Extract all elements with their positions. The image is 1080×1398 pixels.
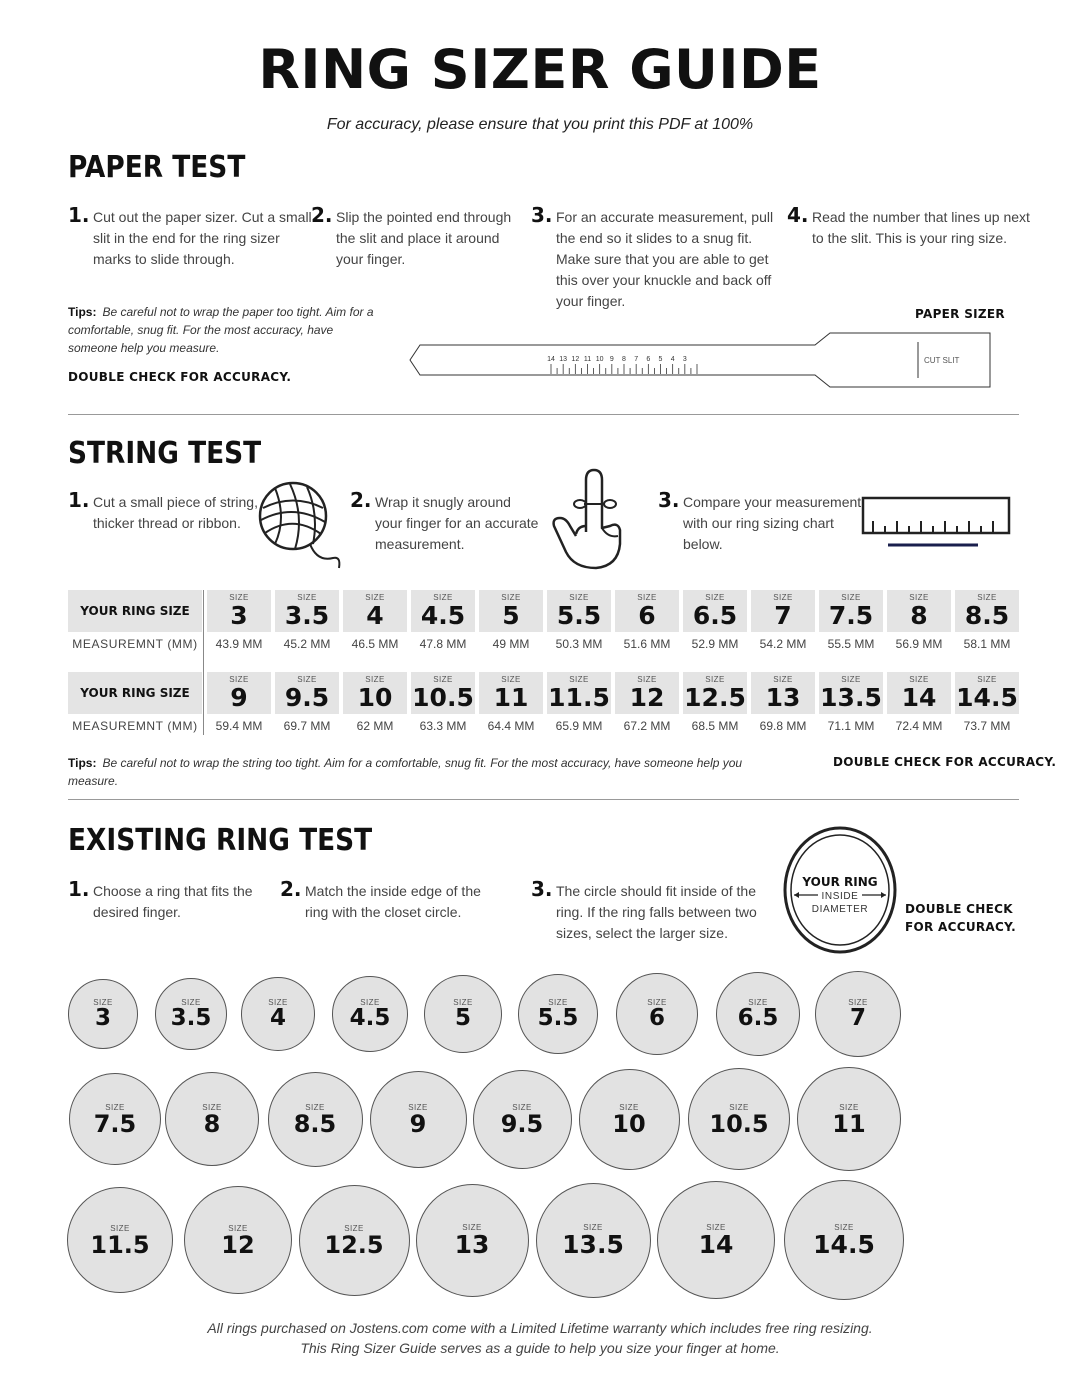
size-value: 10.5 [412, 683, 474, 712]
ring-size-circle [155, 978, 227, 1050]
sizer-number: 14 [547, 356, 555, 363]
size-word: SIZE [462, 1223, 482, 1232]
circle-size-value: 14.5 [813, 1230, 875, 1259]
size-value: 3 [230, 601, 248, 630]
step-text: Cut a small piece of string, thicker thread or ribbon. [93, 494, 258, 531]
double-check-line-1: DOUBLE CHECK [905, 902, 1013, 916]
measurement-value: 64.4 MM [487, 719, 535, 733]
ring-size-circle [241, 977, 315, 1051]
step-number: 1. [68, 877, 90, 901]
sizer-number: 13 [559, 356, 568, 363]
table-divider [203, 590, 204, 735]
circle-size-value: 9.5 [500, 1109, 544, 1138]
measurement-value: 67.2 MM [623, 719, 671, 733]
measurement-value: 47.8 MM [419, 637, 467, 651]
measurement-value: 45.2 MM [283, 637, 331, 651]
measurement-value: 63.3 MM [419, 719, 467, 733]
size-word: SIZE [501, 675, 521, 684]
ring-size-circle [299, 1185, 410, 1296]
ring-diameter-diagram [782, 826, 898, 954]
size-word: SIZE [637, 593, 657, 602]
step-text: Read the number that lines up next to the slit. This is your ring size. [812, 209, 1030, 246]
size-word: SIZE [105, 1102, 125, 1112]
size-cell [819, 590, 883, 632]
size-value: 12 [629, 683, 665, 712]
circle-size-value: 7 [849, 1005, 866, 1031]
size-cell [275, 672, 339, 714]
sizer-number: 9 [609, 356, 614, 363]
sizer-number: 6 [646, 356, 651, 363]
size-word: SIZE [229, 675, 249, 684]
ring-size-circle [815, 971, 901, 1057]
measurement-value: 69.7 MM [283, 719, 331, 733]
ruler-icon [860, 495, 1012, 551]
tips-label: Tips: [68, 305, 97, 319]
circle-size-value: 10 [612, 1109, 646, 1138]
ring-double-check [905, 900, 1016, 936]
hand-string-icon [548, 468, 638, 572]
string-tips [68, 754, 788, 790]
size-word: SIZE [297, 593, 317, 602]
ring-size-circle [688, 1068, 790, 1170]
string-double-check: DOUBLE CHECK FOR ACCURACY. [833, 755, 1057, 769]
size-value: 4 [366, 601, 384, 630]
existing-ring-test-title: EXISTING RING TEST [68, 823, 373, 858]
paper-test-title: PAPER TEST [68, 150, 246, 185]
size-word: SIZE [305, 1102, 325, 1112]
step-number: 3. [531, 877, 553, 901]
step-text: Compare your measurement with our ring sizing chart below. [683, 494, 862, 552]
step-number: 2. [280, 877, 302, 901]
size-word: SIZE [93, 998, 113, 1007]
size-value: 14 [901, 683, 937, 712]
paper-sizer-strip [405, 328, 1000, 393]
size-cell [751, 672, 815, 714]
size-word: SIZE [748, 998, 768, 1007]
measurement-value: 51.6 MM [623, 637, 671, 651]
step-text: For an accurate measurement, pull the end so it slides to a snug fit. Make sure that you are able to get this over your knuckle and back off your finger. [556, 209, 774, 309]
circle-size-value: 6.5 [737, 1005, 779, 1031]
size-cell [819, 672, 883, 714]
size-word: SIZE [839, 1102, 859, 1112]
size-value: 14.5 [956, 683, 1018, 712]
paper-tips [68, 303, 378, 357]
size-cell [547, 672, 611, 714]
double-check-line-2: FOR ACCURACY. [905, 920, 1016, 934]
size-word: SIZE [773, 675, 793, 684]
size-word: SIZE [110, 1223, 130, 1233]
size-value: 3.5 [284, 601, 330, 630]
tips-text: Be careful not to wrap the paper too tight. Aim for a comfortable, snug fit. For the most accuracy, have someone help you measure. [68, 305, 374, 355]
size-cell [479, 672, 543, 714]
size-word: SIZE [569, 675, 589, 684]
step-number: 2. [350, 488, 372, 512]
measurement-value: 68.5 MM [691, 719, 739, 733]
size-word: SIZE [344, 1223, 364, 1233]
string-test-title: STRING TEST [68, 436, 262, 471]
circle-size-value: 5.5 [537, 1005, 579, 1031]
ring-size-circle [473, 1070, 572, 1169]
size-word: SIZE [181, 998, 201, 1007]
ring-size-circle [536, 1183, 651, 1298]
circle-size-value: 10.5 [709, 1109, 769, 1138]
size-word: SIZE [229, 593, 249, 602]
size-cell [751, 590, 815, 632]
step-number: 1. [68, 488, 90, 512]
circle-size-value: 7.5 [93, 1109, 137, 1138]
sizer-number: 7 [634, 356, 639, 363]
step-text: Choose a ring that fits the desired finger. [93, 883, 253, 920]
step-text: Match the inside edge of the ring with the closet circle. [305, 883, 481, 920]
size-value: 5.5 [556, 601, 602, 630]
size-word: SIZE [729, 1102, 749, 1112]
diagram-line-3: DIAMETER [811, 904, 869, 915]
sizer-number: 12 [571, 356, 580, 363]
size-cell [615, 590, 679, 632]
ring-size-circle [67, 1187, 173, 1293]
size-word: SIZE [408, 1102, 428, 1112]
size-value: 4.5 [420, 601, 466, 630]
size-value: 7.5 [828, 601, 874, 630]
ring-size-circle [797, 1067, 901, 1171]
size-word: SIZE [841, 675, 861, 684]
yarn-ball-icon [255, 478, 345, 574]
measurement-value: 54.2 MM [759, 637, 807, 651]
size-word: SIZE [453, 998, 473, 1007]
footer-warranty: All rings purchased on Jostens.com come with a Limited Lifetime warranty which includes free ring resizing. [207, 1320, 873, 1336]
circle-size-value: 11.5 [90, 1230, 150, 1259]
size-cell [615, 672, 679, 714]
circle-size-value: 12 [221, 1230, 255, 1259]
ring-size-circle [416, 1184, 529, 1297]
size-value: 7 [774, 601, 792, 630]
sizer-number: 11 [583, 356, 592, 363]
ring-size-circle [165, 1072, 259, 1166]
size-cell [683, 672, 747, 714]
measurement-value: 62 MM [356, 719, 394, 733]
row-label-ring-size: YOUR RING SIZE [68, 672, 202, 714]
size-word: SIZE [637, 675, 657, 684]
size-value: 8 [910, 601, 928, 630]
size-word: SIZE [202, 1102, 222, 1112]
step-text: The circle should fit inside of the ring. If the ring falls between two sizes, select the larger size. [556, 883, 757, 941]
circle-size-value: 11 [832, 1109, 866, 1138]
size-cell [207, 590, 271, 632]
measurement-value: 55.5 MM [827, 637, 875, 651]
measurement-value: 56.9 MM [895, 637, 943, 651]
circle-size-value: 8.5 [293, 1109, 337, 1138]
section-divider [68, 799, 1019, 800]
size-value: 11 [493, 683, 529, 712]
size-word: SIZE [977, 593, 997, 602]
size-value: 13 [765, 683, 801, 712]
step-number: 3. [658, 488, 680, 512]
size-word: SIZE [433, 593, 453, 602]
row-label-ring-size: YOUR RING SIZE [68, 590, 202, 632]
size-word: SIZE [512, 1102, 532, 1112]
measurement-value: 72.4 MM [895, 719, 943, 733]
ring-size-circle [370, 1071, 467, 1168]
size-word: SIZE [583, 1223, 603, 1232]
measurement-value: 65.9 MM [555, 719, 603, 733]
section-divider [68, 414, 1019, 415]
circle-size-value: 6 [648, 1005, 665, 1031]
size-word: SIZE [909, 593, 929, 602]
measurement-value: 43.9 MM [215, 637, 263, 651]
size-word: SIZE [548, 998, 568, 1007]
size-cell [411, 672, 475, 714]
circle-size-value: 13.5 [562, 1230, 624, 1259]
circle-size-value: 8 [203, 1109, 221, 1138]
size-cell [887, 672, 951, 714]
size-word: SIZE [365, 593, 385, 602]
size-cell [275, 590, 339, 632]
circle-size-value: 3 [94, 1005, 111, 1031]
circle-size-value: 9 [409, 1109, 427, 1138]
step-number: 4. [787, 203, 809, 227]
size-word: SIZE [841, 593, 861, 602]
size-cell [683, 590, 747, 632]
size-word: SIZE [501, 593, 521, 602]
circle-size-value: 3.5 [170, 1005, 212, 1031]
size-word: SIZE [619, 1102, 639, 1112]
size-cell [343, 672, 407, 714]
cut-slit-label: CUT SLIT [924, 356, 960, 365]
size-cell [479, 590, 543, 632]
step-number: 3. [531, 203, 553, 227]
size-value: 9.5 [284, 683, 330, 712]
size-word: SIZE [569, 593, 589, 602]
measurement-value: 69.8 MM [759, 719, 807, 733]
circle-size-value: 14 [698, 1230, 734, 1259]
ring-size-circle [579, 1069, 680, 1170]
size-cell [411, 590, 475, 632]
ring-size-circle [784, 1180, 904, 1300]
size-value: 11.5 [548, 683, 610, 712]
size-word: SIZE [647, 998, 667, 1007]
measurement-value: 50.3 MM [555, 637, 603, 651]
diagram-line-1: YOUR RING [802, 875, 878, 889]
step-text: Cut out the paper sizer. Cut a small slit in the end for the ring sizer marks to slide through. [93, 209, 312, 267]
size-word: SIZE [365, 675, 385, 684]
size-value: 6 [638, 601, 656, 630]
size-word: SIZE [268, 998, 288, 1007]
paper-double-check: DOUBLE CHECK FOR ACCURACY. [68, 370, 292, 384]
ring-size-circle [332, 976, 408, 1052]
step-text: Wrap it snugly around your finger for an accurate measurement. [375, 494, 539, 552]
size-word: SIZE [848, 998, 868, 1007]
footer-guide-note: This Ring Sizer Guide serves as a guide to help you size your finger at home. [300, 1340, 780, 1356]
size-word: SIZE [706, 1223, 726, 1232]
size-cell [547, 590, 611, 632]
circle-size-value: 4 [269, 1005, 286, 1031]
size-value: 10 [357, 683, 393, 712]
tips-label: Tips: [68, 756, 97, 770]
size-value: 5 [502, 601, 520, 630]
size-word: SIZE [228, 1223, 248, 1233]
step-number: 2. [311, 203, 333, 227]
ring-size-circle [69, 1073, 161, 1165]
row-label-measurement: MEASUREMNT (MM) [72, 637, 198, 651]
size-value: 13.5 [820, 683, 882, 712]
page-title: RING SIZER GUIDE [258, 38, 822, 101]
size-word: SIZE [909, 675, 929, 684]
ring-size-circle [518, 974, 598, 1054]
ring-size-circle [716, 972, 800, 1056]
diagram-line-2: INSIDE [821, 891, 859, 902]
size-word: SIZE [977, 675, 997, 684]
size-cell [207, 672, 271, 714]
circle-size-value: 12.5 [324, 1230, 384, 1259]
measurement-value: 71.1 MM [827, 719, 875, 733]
size-word: SIZE [834, 1223, 854, 1232]
tips-text: Be careful not to wrap the string too tight. Aim for a comfortable, snug fit. For the most accuracy, have someone help you measure. [68, 756, 743, 788]
size-value: 9 [230, 683, 248, 712]
size-cell [955, 590, 1019, 632]
ring-size-circle [68, 979, 138, 1049]
measurement-value: 46.5 MM [351, 637, 399, 651]
step-number: 1. [68, 203, 90, 227]
paper-sizer-label: PAPER SIZER [915, 307, 1005, 321]
ring-size-circle [184, 1186, 292, 1294]
sizer-number: 10 [595, 356, 604, 363]
sizer-number: 3 [682, 356, 687, 363]
sizer-number: 8 [622, 356, 626, 363]
size-cell [955, 672, 1019, 714]
size-word: SIZE [705, 593, 725, 602]
sizer-number: 5 [658, 356, 663, 363]
size-value: 6.5 [692, 601, 738, 630]
print-instruction: For accuracy, please ensure that you print this PDF at 100% [326, 116, 754, 133]
ring-size-circle [657, 1181, 775, 1299]
measurement-value: 52.9 MM [691, 637, 739, 651]
ring-size-circle [268, 1072, 363, 1167]
size-value: 12.5 [684, 683, 746, 712]
size-word: SIZE [705, 675, 725, 684]
circle-size-value: 13 [454, 1230, 490, 1259]
measurement-value: 73.7 MM [963, 719, 1011, 733]
circle-size-value: 5 [454, 1005, 471, 1031]
size-cell [343, 590, 407, 632]
row-label-measurement: MEASUREMNT (MM) [72, 719, 198, 733]
ring-size-circle [424, 975, 502, 1053]
size-word: SIZE [297, 675, 317, 684]
size-cell [887, 590, 951, 632]
measurement-value: 49 MM [492, 637, 530, 651]
ring-size-circle [616, 973, 698, 1055]
sizer-number: 4 [670, 356, 675, 363]
size-word: SIZE [360, 998, 380, 1007]
measurement-value: 58.1 MM [963, 637, 1011, 651]
size-value: 8.5 [964, 601, 1010, 630]
size-word: SIZE [433, 675, 453, 684]
circle-size-value: 4.5 [349, 1005, 391, 1031]
step-text: Slip the pointed end through the slit and place it around your finger. [336, 209, 512, 267]
size-word: SIZE [773, 593, 793, 602]
measurement-value: 59.4 MM [215, 719, 263, 733]
